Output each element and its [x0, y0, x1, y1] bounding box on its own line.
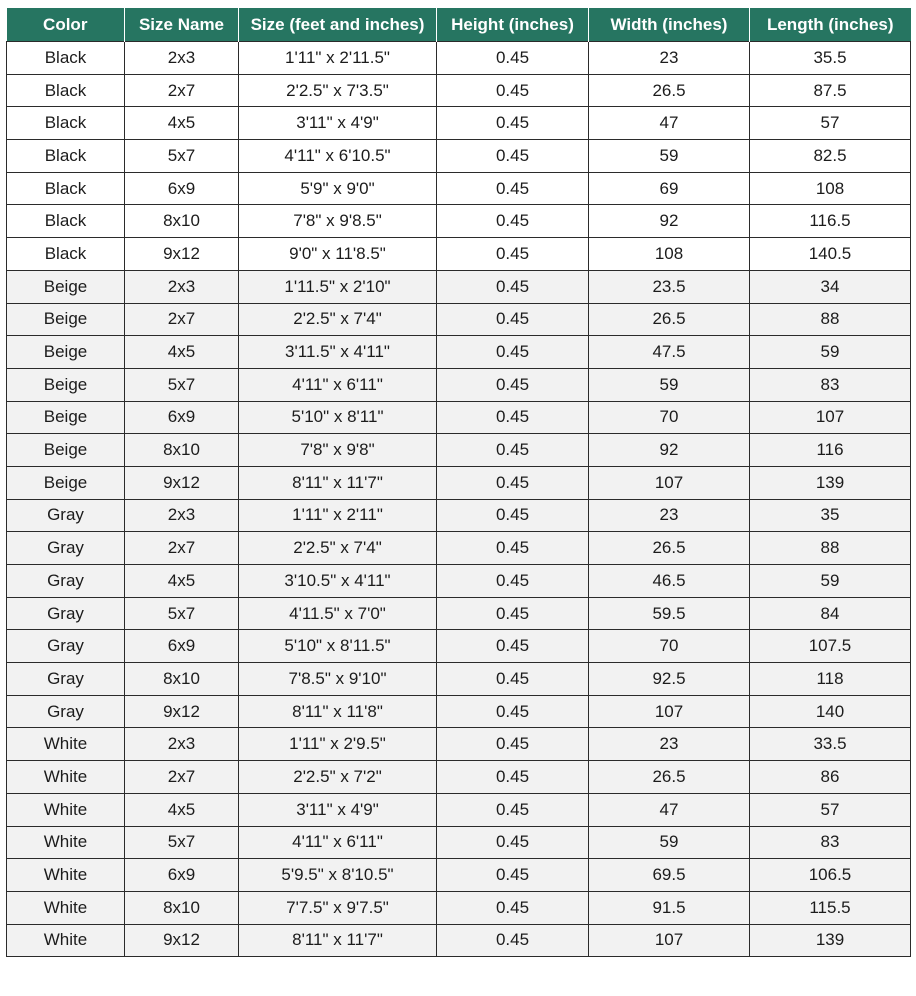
cell-size-name: 2x7 [125, 303, 239, 336]
table-row [7, 597, 911, 630]
table-row [7, 368, 911, 401]
cell-length: 57 [750, 107, 911, 140]
cell-size-feet-inches: 5'9.5" x 8'10.5" [239, 859, 437, 892]
cell-width: 92.5 [589, 663, 750, 696]
cell-width: 69 [589, 172, 750, 205]
cell-size-feet-inches: 4'11" x 6'10.5" [239, 140, 437, 173]
cell-length: 87.5 [750, 74, 911, 107]
header-length: Length (inches) [750, 8, 911, 42]
cell-length: 84 [750, 597, 911, 630]
cell-height: 0.45 [437, 793, 589, 826]
cell-size-name: 2x3 [125, 270, 239, 303]
cell-size-name: 9x12 [125, 466, 239, 499]
cell-length: 83 [750, 826, 911, 859]
cell-color: Black [7, 238, 125, 271]
cell-size-feet-inches: 3'11" x 4'9" [239, 107, 437, 140]
cell-height: 0.45 [437, 74, 589, 107]
cell-size-feet-inches: 2'2.5" x 7'4" [239, 532, 437, 565]
cell-height: 0.45 [437, 565, 589, 598]
cell-size-feet-inches: 4'11" x 6'11" [239, 368, 437, 401]
cell-length: 116 [750, 434, 911, 467]
cell-color: Gray [7, 695, 125, 728]
cell-width: 70 [589, 630, 750, 663]
cell-height: 0.45 [437, 630, 589, 663]
cell-length: 86 [750, 761, 911, 794]
cell-size-name: 5x7 [125, 826, 239, 859]
cell-width: 108 [589, 238, 750, 271]
cell-size-feet-inches: 4'11.5" x 7'0" [239, 597, 437, 630]
cell-size-name: 6x9 [125, 859, 239, 892]
cell-width: 26.5 [589, 761, 750, 794]
cell-height: 0.45 [437, 401, 589, 434]
cell-color: White [7, 728, 125, 761]
cell-size-name: 9x12 [125, 695, 239, 728]
cell-height: 0.45 [437, 205, 589, 238]
cell-height: 0.45 [437, 499, 589, 532]
cell-color: Black [7, 107, 125, 140]
cell-color: Gray [7, 597, 125, 630]
cell-length: 88 [750, 303, 911, 336]
cell-length: 108 [750, 172, 911, 205]
cell-color: Gray [7, 663, 125, 696]
table-row [7, 434, 911, 467]
cell-height: 0.45 [437, 434, 589, 467]
cell-width: 46.5 [589, 565, 750, 598]
table-body [7, 42, 911, 957]
cell-width: 59 [589, 140, 750, 173]
cell-length: 116.5 [750, 205, 911, 238]
table-row [7, 695, 911, 728]
header-height: Height (inches) [437, 8, 589, 42]
cell-length: 118 [750, 663, 911, 696]
table-row [7, 663, 911, 696]
table-row [7, 826, 911, 859]
cell-width: 59.5 [589, 597, 750, 630]
cell-size-feet-inches: 2'2.5" x 7'2" [239, 761, 437, 794]
table-row [7, 107, 911, 140]
cell-color: White [7, 859, 125, 892]
cell-height: 0.45 [437, 270, 589, 303]
cell-width: 26.5 [589, 74, 750, 107]
table-row [7, 859, 911, 892]
cell-size-feet-inches: 5'9" x 9'0" [239, 172, 437, 205]
cell-width: 23.5 [589, 270, 750, 303]
cell-width: 107 [589, 695, 750, 728]
cell-height: 0.45 [437, 172, 589, 205]
cell-width: 107 [589, 466, 750, 499]
cell-size-feet-inches: 1'11" x 2'9.5" [239, 728, 437, 761]
header-color: Color [7, 8, 125, 42]
cell-color: Gray [7, 499, 125, 532]
cell-size-feet-inches: 7'8.5" x 9'10" [239, 663, 437, 696]
cell-size-name: 4x5 [125, 793, 239, 826]
cell-size-feet-inches: 8'11" x 11'8" [239, 695, 437, 728]
cell-size-feet-inches: 1'11.5" x 2'10" [239, 270, 437, 303]
cell-height: 0.45 [437, 303, 589, 336]
cell-length: 35 [750, 499, 911, 532]
cell-height: 0.45 [437, 532, 589, 565]
cell-length: 59 [750, 565, 911, 598]
cell-color: White [7, 924, 125, 957]
table-row [7, 303, 911, 336]
cell-size-feet-inches: 7'8" x 9'8.5" [239, 205, 437, 238]
cell-height: 0.45 [437, 695, 589, 728]
cell-size-feet-inches: 3'11" x 4'9" [239, 793, 437, 826]
cell-color: Black [7, 205, 125, 238]
table-row [7, 499, 911, 532]
cell-width: 47 [589, 793, 750, 826]
header-size-feet-inches: Size (feet and inches) [239, 8, 437, 42]
cell-length: 59 [750, 336, 911, 369]
cell-size-feet-inches: 3'10.5" x 4'11" [239, 565, 437, 598]
cell-size-feet-inches: 2'2.5" x 7'3.5" [239, 74, 437, 107]
size-table [6, 8, 911, 957]
cell-width: 47.5 [589, 336, 750, 369]
cell-size-name: 9x12 [125, 238, 239, 271]
table-row [7, 270, 911, 303]
cell-size-feet-inches: 3'11.5" x 4'11" [239, 336, 437, 369]
cell-color: Black [7, 42, 125, 75]
cell-color: White [7, 761, 125, 794]
cell-length: 88 [750, 532, 911, 565]
cell-size-feet-inches: 5'10" x 8'11" [239, 401, 437, 434]
cell-width: 59 [589, 826, 750, 859]
cell-width: 92 [589, 434, 750, 467]
cell-width: 70 [589, 401, 750, 434]
cell-size-name: 2x3 [125, 499, 239, 532]
cell-width: 107 [589, 924, 750, 957]
cell-color: Gray [7, 532, 125, 565]
cell-width: 47 [589, 107, 750, 140]
cell-color: Black [7, 140, 125, 173]
cell-width: 92 [589, 205, 750, 238]
cell-size-name: 8x10 [125, 434, 239, 467]
cell-height: 0.45 [437, 336, 589, 369]
cell-color: Beige [7, 434, 125, 467]
cell-length: 107.5 [750, 630, 911, 663]
cell-size-feet-inches: 2'2.5" x 7'4" [239, 303, 437, 336]
cell-color: Gray [7, 565, 125, 598]
cell-length: 115.5 [750, 891, 911, 924]
cell-size-name: 8x10 [125, 205, 239, 238]
cell-length: 140.5 [750, 238, 911, 271]
cell-size-name: 8x10 [125, 891, 239, 924]
cell-height: 0.45 [437, 140, 589, 173]
table-row [7, 891, 911, 924]
cell-size-feet-inches: 9'0" x 11'8.5" [239, 238, 437, 271]
cell-size-feet-inches: 7'8" x 9'8" [239, 434, 437, 467]
cell-size-name: 2x7 [125, 532, 239, 565]
cell-height: 0.45 [437, 761, 589, 794]
cell-color: Beige [7, 401, 125, 434]
cell-size-name: 2x3 [125, 728, 239, 761]
cell-height: 0.45 [437, 859, 589, 892]
table-row [7, 924, 911, 957]
table-row [7, 205, 911, 238]
cell-color: Beige [7, 270, 125, 303]
cell-color: Beige [7, 368, 125, 401]
cell-color: Beige [7, 336, 125, 369]
cell-height: 0.45 [437, 924, 589, 957]
table-row [7, 140, 911, 173]
cell-width: 69.5 [589, 859, 750, 892]
cell-width: 23 [589, 42, 750, 75]
cell-color: Black [7, 74, 125, 107]
cell-length: 140 [750, 695, 911, 728]
table-row [7, 565, 911, 598]
cell-size-name: 2x7 [125, 761, 239, 794]
cell-length: 139 [750, 924, 911, 957]
cell-color: White [7, 891, 125, 924]
cell-height: 0.45 [437, 891, 589, 924]
cell-size-name: 9x12 [125, 924, 239, 957]
cell-width: 23 [589, 499, 750, 532]
cell-size-name: 5x7 [125, 597, 239, 630]
cell-size-name: 6x9 [125, 630, 239, 663]
cell-size-feet-inches: 5'10" x 8'11.5" [239, 630, 437, 663]
table-row [7, 336, 911, 369]
cell-size-name: 2x3 [125, 42, 239, 75]
cell-size-name: 4x5 [125, 336, 239, 369]
table-row [7, 793, 911, 826]
cell-size-feet-inches: 1'11" x 2'11.5" [239, 42, 437, 75]
cell-width: 26.5 [589, 303, 750, 336]
cell-size-feet-inches: 7'7.5" x 9'7.5" [239, 891, 437, 924]
cell-size-feet-inches: 8'11" x 11'7" [239, 924, 437, 957]
cell-width: 26.5 [589, 532, 750, 565]
header-row [7, 8, 911, 42]
cell-length: 139 [750, 466, 911, 499]
cell-size-feet-inches: 1'11" x 2'11" [239, 499, 437, 532]
cell-length: 35.5 [750, 42, 911, 75]
cell-height: 0.45 [437, 466, 589, 499]
header-size-name: Size Name [125, 8, 239, 42]
header-width: Width (inches) [589, 8, 750, 42]
cell-color: White [7, 826, 125, 859]
cell-size-name: 2x7 [125, 74, 239, 107]
cell-color: Beige [7, 466, 125, 499]
table-row [7, 761, 911, 794]
table-row [7, 238, 911, 271]
cell-length: 33.5 [750, 728, 911, 761]
cell-size-name: 6x9 [125, 401, 239, 434]
cell-size-name: 5x7 [125, 368, 239, 401]
cell-width: 91.5 [589, 891, 750, 924]
cell-length: 57 [750, 793, 911, 826]
cell-width: 59 [589, 368, 750, 401]
cell-height: 0.45 [437, 368, 589, 401]
cell-color: Gray [7, 630, 125, 663]
cell-height: 0.45 [437, 826, 589, 859]
cell-width: 23 [589, 728, 750, 761]
cell-height: 0.45 [437, 728, 589, 761]
cell-length: 34 [750, 270, 911, 303]
cell-height: 0.45 [437, 238, 589, 271]
table-row [7, 42, 911, 75]
cell-size-name: 8x10 [125, 663, 239, 696]
table-row [7, 401, 911, 434]
cell-color: White [7, 793, 125, 826]
table-row [7, 630, 911, 663]
table-row [7, 74, 911, 107]
cell-height: 0.45 [437, 107, 589, 140]
table-row [7, 532, 911, 565]
size-chart [6, 8, 910, 957]
cell-height: 0.45 [437, 597, 589, 630]
cell-color: Beige [7, 303, 125, 336]
cell-size-name: 4x5 [125, 565, 239, 598]
table-row [7, 172, 911, 205]
cell-height: 0.45 [437, 42, 589, 75]
cell-length: 106.5 [750, 859, 911, 892]
table-row [7, 728, 911, 761]
cell-size-name: 5x7 [125, 140, 239, 173]
cell-size-feet-inches: 4'11" x 6'11" [239, 826, 437, 859]
cell-height: 0.45 [437, 663, 589, 696]
cell-size-name: 4x5 [125, 107, 239, 140]
cell-length: 107 [750, 401, 911, 434]
cell-size-name: 6x9 [125, 172, 239, 205]
table-row [7, 466, 911, 499]
cell-length: 82.5 [750, 140, 911, 173]
cell-color: Black [7, 172, 125, 205]
cell-size-feet-inches: 8'11" x 11'7" [239, 466, 437, 499]
cell-length: 83 [750, 368, 911, 401]
